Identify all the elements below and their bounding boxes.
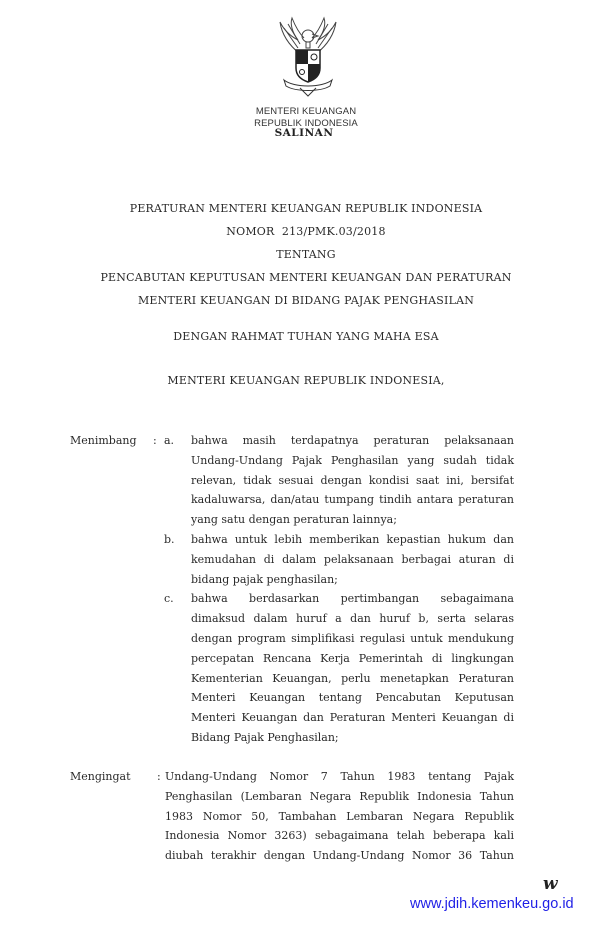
title-line-1: PERATURAN MENTERI KEUANGAN REPUBLIK INDONESIA bbox=[129, 202, 483, 215]
text-line: Menteri Keuangan tentang Pencabutan Keputusan bbox=[191, 691, 514, 705]
letterhead-line-2: REPUBLIK INDONESIA bbox=[254, 118, 358, 129]
text-line: Penghasilan (Lembaran Negara Republik Indonesia Tahun bbox=[165, 789, 514, 803]
salinan-stamp: SALINAN bbox=[274, 127, 334, 139]
text-line: bahwa untuk lebih memberikan kepastian hukum dan bbox=[191, 532, 514, 546]
text-line: percepatan Rencana Kerja Pemerintah di lingkungan bbox=[191, 651, 514, 665]
text-line: kadaluwarsa, dan/atau tumpang tindih antara peraturan bbox=[191, 493, 514, 507]
text-line: Kementerian Keuangan, perlu menetapkan Peraturan bbox=[191, 671, 514, 685]
invocation: DENGAN RAHMAT TUHAN YANG MAHA ESA bbox=[173, 330, 439, 343]
text-line: yang satu dengan peraturan lainnya; bbox=[191, 513, 397, 527]
item-letter: b. bbox=[164, 532, 175, 546]
text-line: diubah terakhir dengan Undang-Undang Nomor 36 Tahun bbox=[165, 849, 514, 863]
garuda-emblem-icon bbox=[270, 16, 346, 98]
title-line-4: PENCABUTAN KEPUTUSAN MENTERI KEUANGAN DAN PERATURAN bbox=[100, 271, 512, 284]
item-letter: c. bbox=[164, 592, 174, 606]
letterhead-line-1: MENTERI KEUANGAN bbox=[255, 106, 357, 117]
regulation-title bbox=[0, 197, 612, 312]
text-line: Undang-Undang Nomor 7 Tahun 1983 tentang Pajak bbox=[165, 770, 514, 783]
text-line: 1983 Nomor 50, Tambahan Lembaran Negara Republik bbox=[165, 809, 514, 823]
text-line: bahwa berdasarkan pertimbangan sebagaimana bbox=[191, 592, 514, 606]
jdih-url-link[interactable]: www.jdih.kemenkeu.go.id bbox=[410, 896, 574, 912]
mengingat-body bbox=[165, 767, 514, 866]
mengingat-colon: : bbox=[157, 770, 161, 783]
text-line: dimaksud dalam huruf a dan huruf b, serta selaras bbox=[191, 612, 514, 626]
title-line-3: TENTANG bbox=[276, 248, 336, 261]
paraph-initial: w bbox=[543, 874, 558, 894]
item-letter: a. bbox=[164, 434, 175, 447]
menimbang-item bbox=[164, 530, 514, 589]
text-line: bahwa masih terdapatnya peraturan pelaksanaan bbox=[191, 434, 514, 447]
regulation-number: NOMOR 213/PMK.03/2018 bbox=[226, 225, 386, 238]
text-line: Indonesia Nomor 3263) sebagaimana telah beberapa kali bbox=[165, 829, 514, 843]
text-line: Menteri Keuangan dan Peraturan Menteri Keuangan di bbox=[191, 711, 514, 725]
text-line: Undang-Undang Pajak Penghasilan yang sudah tidak bbox=[191, 453, 514, 467]
menimbang-list bbox=[164, 431, 514, 748]
mengingat-label: Mengingat bbox=[70, 770, 131, 783]
text-line: bidang pajak penghasilan; bbox=[191, 572, 338, 586]
text-line: kemudahan di dalam pelaksanaan berbagai aturan di bbox=[191, 552, 514, 566]
text-line: Bidang Pajak Penghasilan; bbox=[191, 730, 339, 744]
menimbang-item bbox=[164, 431, 514, 530]
menimbang-colon: : bbox=[153, 434, 157, 447]
text-line: dengan program simplifikasi regulasi untuk mendukung bbox=[191, 631, 514, 645]
menimbang-item bbox=[164, 589, 514, 747]
text-line: relevan, tidak sesuai dengan kondisi saat ini, bersifat bbox=[191, 473, 514, 487]
issuer: MENTERI KEUANGAN REPUBLIK INDONESIA, bbox=[167, 374, 445, 387]
title-line-5: MENTERI KEUANGAN DI BIDANG PAJAK PENGHASILAN bbox=[137, 294, 475, 307]
menimbang-label: Menimbang bbox=[70, 434, 137, 447]
